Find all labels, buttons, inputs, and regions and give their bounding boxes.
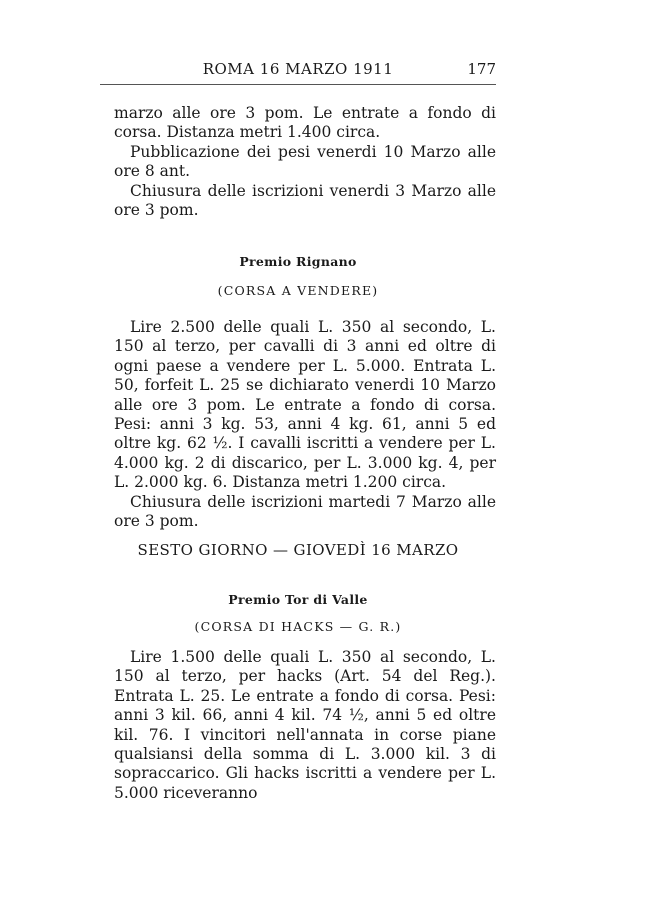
intro-paragraph: marzo alle ore 3 pom. Le entrate a fondo di corsa. Distanza metri 1.400 circa. bbox=[114, 104, 496, 142]
running-head bbox=[100, 60, 496, 82]
page-number: 177 bbox=[467, 60, 496, 78]
race-body-tor-di-valle bbox=[114, 648, 496, 803]
race-title-rignano: Premio Rignano bbox=[239, 254, 357, 269]
day-heading: SESTO GIORNO — GIOVEDÌ 16 MARZO bbox=[137, 541, 459, 559]
race-title-tor-di-valle: Premio Tor di Valle bbox=[228, 592, 368, 607]
header-rule bbox=[100, 84, 496, 85]
race-subtitle-tor-di-valle: (CORSA DI HACKS — G. R.) bbox=[194, 619, 402, 634]
race-subtitle-rignano: (CORSA A VENDERE) bbox=[217, 283, 379, 298]
intro-paragraph: Pubblicazione dei pesi venerdi 10 Marzo alle ore 8 ant. bbox=[114, 142, 496, 181]
race-paragraph: Lire 1.500 delle quali L. 350 al secondo, L. 150 al terzo, per hacks (Art. 54 del Reg.). Entrata L. 25. Le entrate a fondo di corsa. Pesi: anni 3 kil. 66, anni 4 kil. 74 ½, anni 5 ed oltre kil. 76. I vincitori nell'annata in corse piane qualsiansi della somma di L. 3.000 kil. 3 di sopraccarico. Gli hacks iscritti a vendere per L. 5.000 riceveranno bbox=[114, 648, 496, 802]
race-paragraph: Lire 2.500 delle quali L. 350 al secondo, L. 150 al terzo, per cavalli di 3 anni ed oltre di ogni paese a vendere per L. 5.000. Entrata L. 50, forfeit L. 25 se dichiarato venerdi 10 Marzo alle ore 3 pom. Le entrate a fondo di corsa. Pesi: anni 3 kg. 53, anni 4 kg. 61, anni 5 ed oltre kg. 62 ½. I cavalli iscritti a vendere per L. 4.000 kg. 2 di discarico, per L. 3.000 kg. 4, per L. 2.000 kg. 6. Distanza metri 1.200 circa. bbox=[114, 318, 496, 492]
race-body-rignano bbox=[114, 318, 496, 531]
running-title: ROMA 16 MARZO 1911 bbox=[202, 60, 394, 78]
race-paragraph: Chiusura delle iscrizioni martedi 7 Marzo alle ore 3 pom. bbox=[114, 492, 496, 531]
intro-paragraph: Chiusura delle iscrizioni venerdi 3 Marzo alle ore 3 pom. bbox=[114, 181, 496, 220]
intro-block bbox=[114, 104, 496, 220]
